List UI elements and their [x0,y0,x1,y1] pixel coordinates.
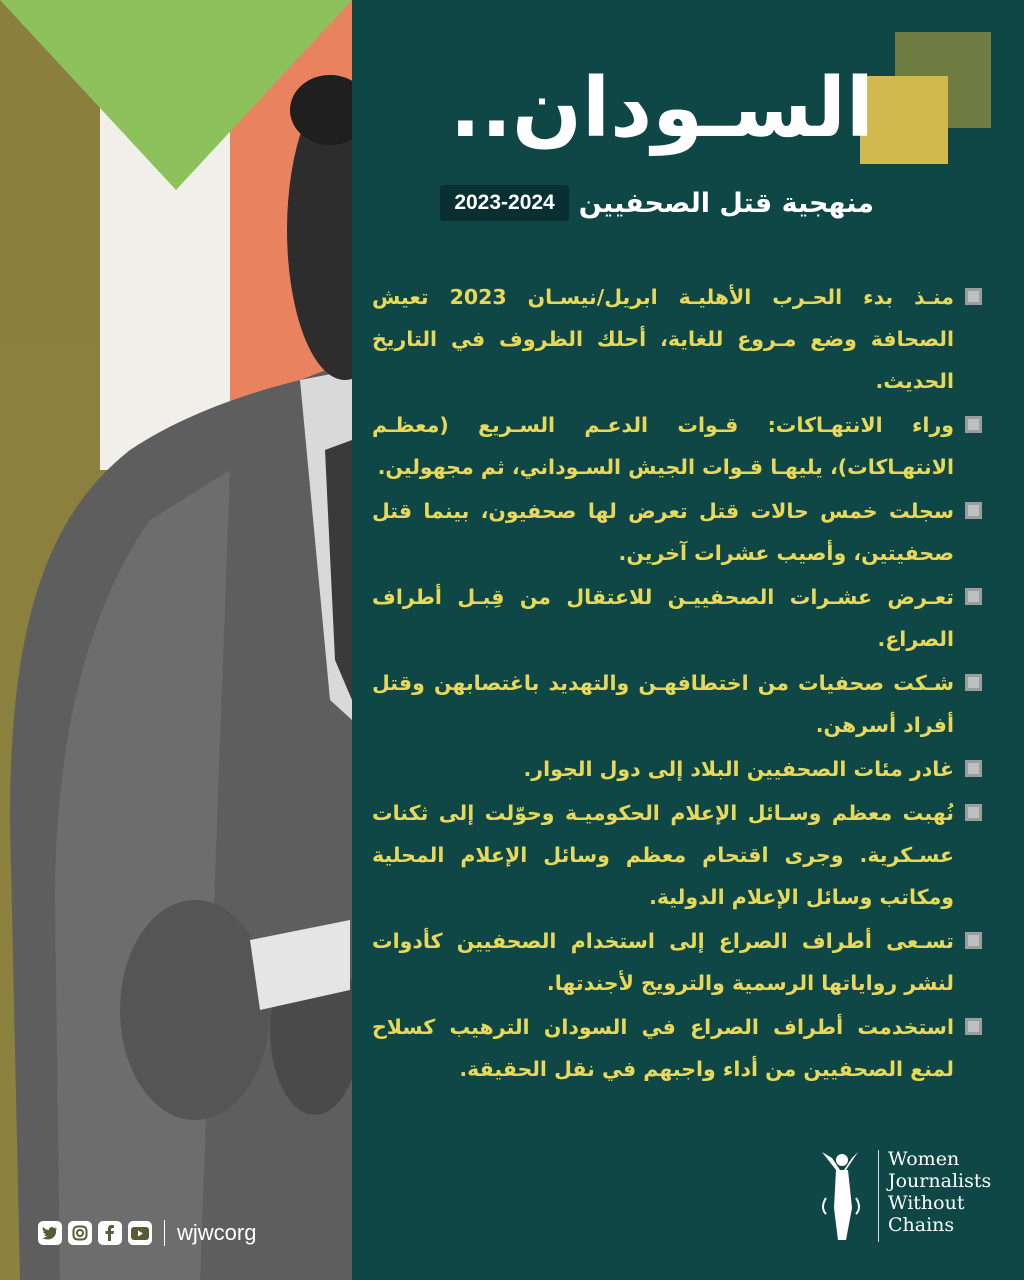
list-item: وراء الانتهـاكات: قـوات الدعـم السـريع (معظـم الانتهـاكات)، يليهـا قـوات الجيش السـوداني، ثم مجهولين. [372,404,984,488]
logo-divider [878,1150,879,1242]
square-bullet-icon [965,932,982,949]
journalist-photo [0,0,352,1280]
divider [164,1220,165,1246]
list-item: منـذ بدء الحـرب الأهليـة ابريل/نيسـان 2023 تعيش الصحافة وضع مـروع للغاية، أحلك الظروف في التاريخ الحديث. [372,276,984,402]
square-bullet-icon [965,416,982,433]
logo-text: Women Journalists Without Chains [888,1148,992,1236]
square-bullet-icon [965,1018,982,1035]
wjwc-logo [812,1148,992,1248]
list-item: سجلت خمس حالات قتل تعرض لها صحفيون، بينما قتل صحفيتين، وأصيب عشرات آخرين. [372,490,984,574]
square-bullet-icon [965,760,982,777]
list-item: تسـعى أطراف الصراع إلى استخدام الصحفيين كأدوات لنشر رواياتها الرسمية والترويج لأجندتها. [372,920,984,1004]
square-bullet-icon [965,804,982,821]
woman-figure-icon [812,1148,868,1244]
list-item: تعـرض عشـرات الصحفييـن للاعتقال من قِبـل أطراف الصراع. [372,576,984,660]
page-title: السـودان.. [449,61,874,156]
square-bullet-icon [965,502,982,519]
list-item: استخدمت أطراف الصراع في السودان الترهيب كسلاح لمنع الصحفيين من أداء واجبهم في نقل الحقيقة. [372,1006,984,1090]
instagram-icon[interactable] [68,1221,92,1245]
subtitle-row [440,182,874,224]
facebook-icon[interactable] [98,1221,122,1245]
square-bullet-icon [965,674,982,691]
list-item: غادر مئات الصحفيين البلاد إلى دول الجوار. [372,748,984,790]
twitter-icon[interactable] [38,1221,62,1245]
social-bar [38,1220,256,1246]
youtube-icon[interactable] [128,1221,152,1245]
list-item: شـكت صحفيات من اختطافهـن والتهديد باغتصابهن وقتل أفراد أسرهن. [372,662,984,746]
years-badge: 2023-2024 [440,185,568,221]
page-subtitle: منهجية قتل الصحفيين [578,187,874,219]
facts-list [372,276,984,1092]
square-bullet-icon [965,588,982,605]
list-item: نُهبت معظم وسـائل الإعلام الحكوميـة وحوّلت إلى ثكنات عسـكرية. وجرى اقتحام معظم وسائل الإعلام المحلية ومكاتب وسائل الإعلام الدولية. [372,792,984,918]
social-handle[interactable]: wjwcorg [177,1220,257,1245]
square-bullet-icon [965,288,982,305]
photo-panel [0,0,352,1280]
